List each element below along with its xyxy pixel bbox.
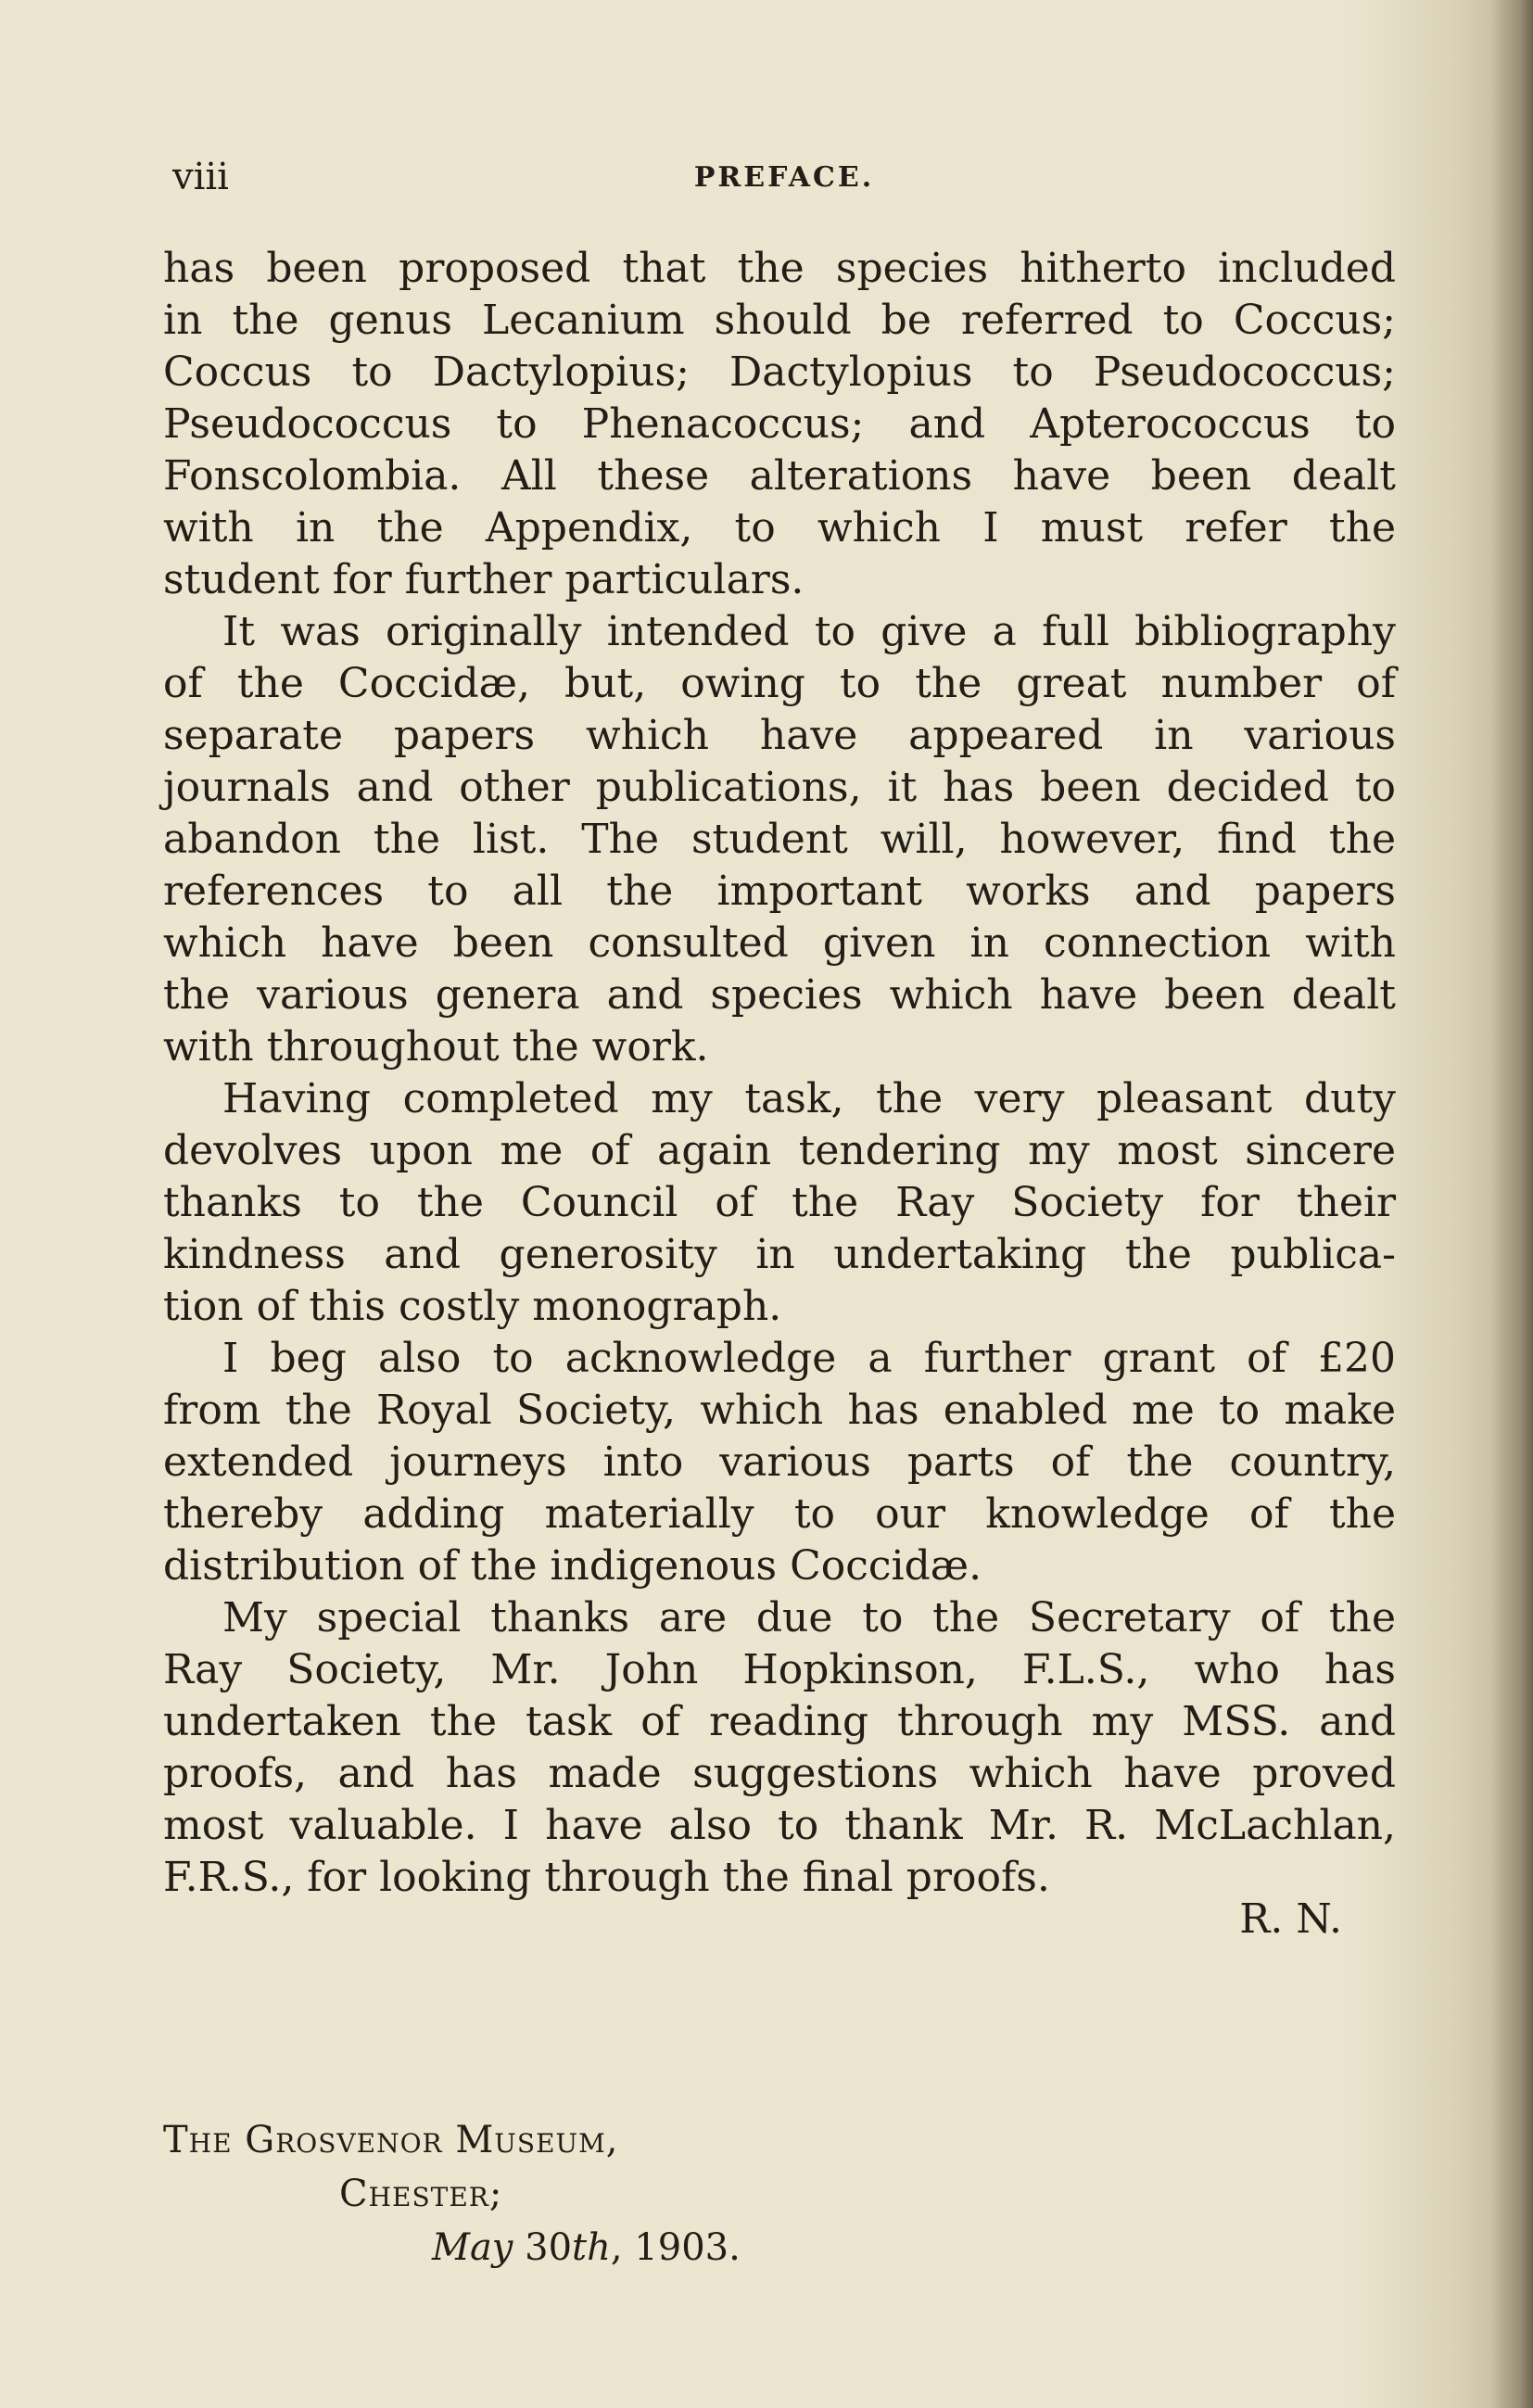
text-line: Having completed my task, the very pleasant duty [222, 1075, 1396, 1122]
text-line: the various genera and species which have been dealt [163, 971, 1396, 1019]
text-line: with in the Appendix, to which I must refer the [163, 504, 1396, 551]
text-line: Ray Society, Mr. John Hopkinson, F.L.S., who has [163, 1646, 1396, 1693]
text-line: of the Coccidæ, but, owing to the great number of [163, 660, 1396, 707]
address-museum: The Grosvenor Museum, [163, 2119, 619, 2161]
date-day: 30 [513, 2226, 573, 2269]
running-head [172, 156, 1396, 202]
running-title: PREFACE. [693, 161, 875, 194]
address-city: Chester; [339, 2173, 503, 2215]
page-number: viii [172, 156, 229, 198]
text-line: in the genus Lecanium should be referred to Coccus; [163, 297, 1396, 344]
address-block [163, 2113, 741, 2275]
text-line: references to all the important works and papers [163, 868, 1396, 915]
text-line: most valuable. I have also to thank Mr. R. McLachlan, [163, 1802, 1396, 1849]
date-ordinal: th [572, 2226, 611, 2269]
text-line: Fonscolombia. All these alterations have been dealt [163, 452, 1396, 500]
text-line: Pseudococcus to Phenacoccus; and Apterococcus to [163, 400, 1396, 448]
text-line: tion of this costly monograph. [163, 1283, 782, 1330]
text-line: thereby adding materially to our knowledge of the [163, 1490, 1396, 1538]
text-line: with throughout the work. [163, 1023, 709, 1071]
text-line: undertaken the task of reading through my MSS. and [163, 1698, 1396, 1745]
text-line: It was originally intended to give a full bibliography [222, 608, 1396, 655]
text-line: student for further particulars. [163, 556, 805, 603]
text-line: proofs, and has made suggestions which have proved [163, 1750, 1396, 1797]
text-line: F.R.S., for looking through the final proofs. [163, 1854, 1050, 1901]
text-line: devolves upon me of again tendering my most sincere [163, 1127, 1396, 1174]
signature-initials: R. N. [1239, 1895, 1342, 1943]
text-line: abandon the list. The student will, however, find the [163, 816, 1396, 863]
date-year: , 1903. [610, 2226, 741, 2269]
body-text [163, 243, 1396, 1904]
text-line: has been proposed that the species hitherto included [163, 245, 1396, 292]
text-line: separate papers which have appeared in various [163, 712, 1396, 759]
text-line: kindness and generosity in undertaking the publica- [163, 1231, 1396, 1278]
page-edge-shadow [1490, 0, 1533, 2408]
text-line: journals and other publications, it has been decided to [163, 764, 1396, 811]
text-line: extended journeys into various parts of the country, [163, 1438, 1396, 1486]
text-line: My special thanks are due to the Secretary of the [222, 1594, 1396, 1641]
address-date [163, 2221, 741, 2275]
text-line: distribution of the indigenous Coccidæ. [163, 1542, 982, 1590]
text-line: from the Royal Society, which has enabled me to make [163, 1387, 1396, 1434]
text-line: thanks to the Council of the Ray Society for their [163, 1179, 1396, 1226]
date-month: May [432, 2226, 513, 2269]
text-line: which have been consulted given in connection with [163, 919, 1396, 967]
text-line: I beg also to acknowledge a further grant of £20 [222, 1335, 1396, 1382]
text-line: Coccus to Dactylopius; Dactylopius to Pseudococcus; [163, 349, 1396, 396]
